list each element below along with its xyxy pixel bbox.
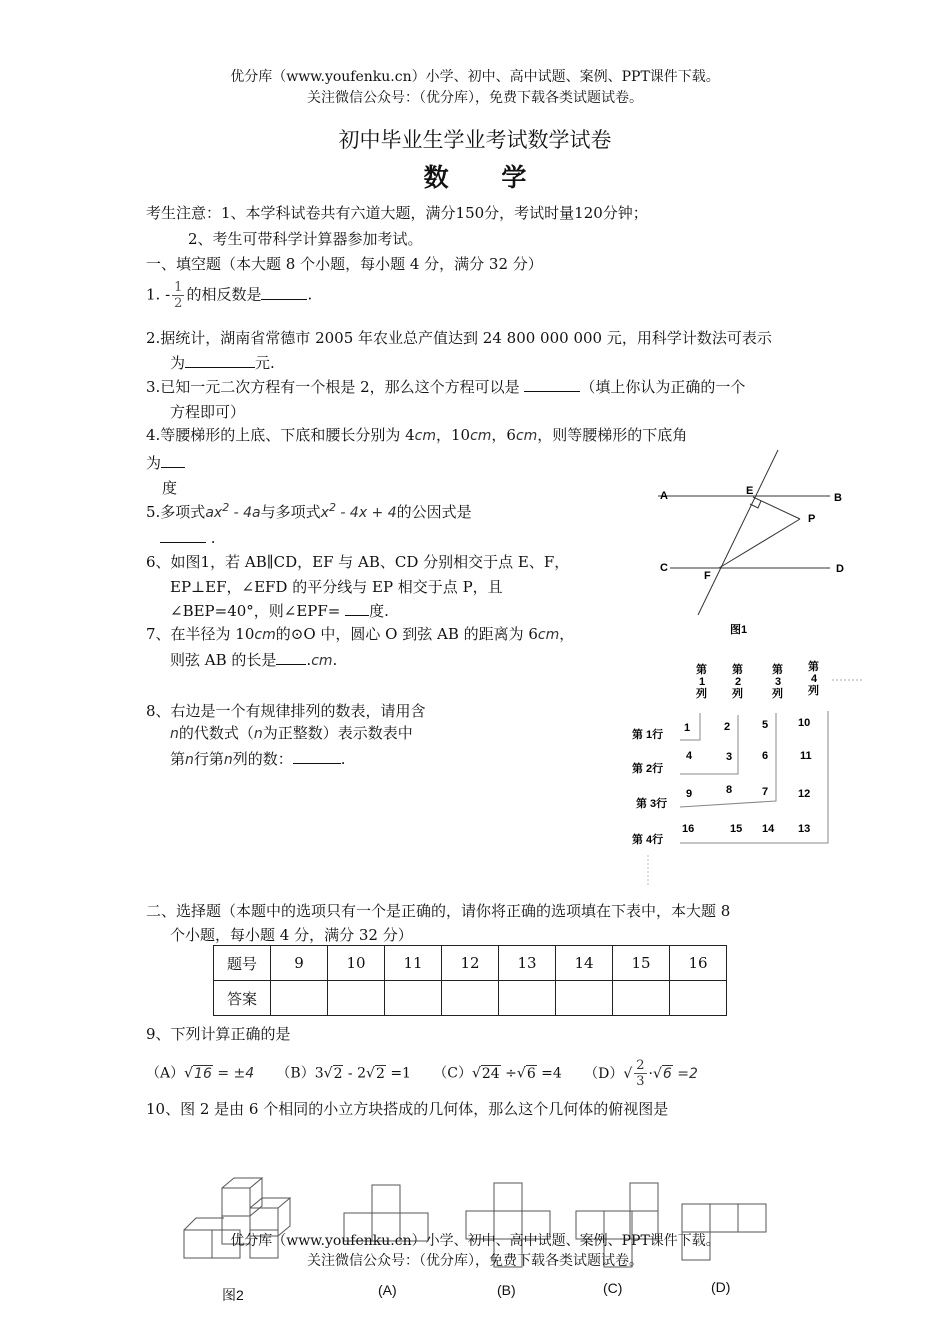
question-6-line-3: ∠BEP=40°，则∠EPF= 度. <box>170 602 389 620</box>
question-3-line-1: 3.已知一元二次方程有一个根是 2，那么这个方程可以是 （填上你认为正确的一个 <box>146 378 746 396</box>
table-header-cell: 12 <box>442 946 499 981</box>
answer-cell[interactable] <box>499 981 556 1016</box>
option-d[interactable]: （D）√ $\frac{2}{3}$ ·√6 =2 <box>584 1058 698 1089</box>
question-10-stem: 10、图 2 是由 6 个相同的小立方块搭成的几何体，那么这个几何体的俯视图是 <box>146 1100 669 1118</box>
subject-title: 数 学 <box>423 163 549 192</box>
cell-4-4: 13 <box>798 823 811 835</box>
q2-answer-blank[interactable] <box>185 352 255 368</box>
fraction-half: $\frac{1}{2}$ <box>174 280 183 311</box>
answer-cell[interactable] <box>385 981 442 1016</box>
cell-1-2: 2 <box>724 721 731 733</box>
answer-cell[interactable] <box>613 981 670 1016</box>
notice-line-2: 2、考生可带科学计算器参加考试。 <box>188 230 423 248</box>
question-7-line-1: 7、在半径为 10cm的⊙O 中，圆心 O 到弦 AB 的距离为 6cm， <box>146 625 575 643</box>
question-5-line-2: . <box>160 527 216 547</box>
question-4-line-1: 4.等腰梯形的上底、下底和腰长分别为 4cm，10cm，6cm，则等腰梯形的下底角 <box>146 426 688 444</box>
svg-text:第: 第 <box>696 664 707 676</box>
label-e: E <box>746 485 754 497</box>
svg-text:第: 第 <box>772 664 783 676</box>
question-8-line-3: 第n行第n列的数： . <box>170 750 346 768</box>
figure-1 <box>640 440 860 650</box>
row-header-3: 第 3行 <box>636 798 668 810</box>
q7-answer-blank[interactable] <box>276 649 306 665</box>
cell-3-3: 7 <box>762 786 769 798</box>
cell-3-4: 12 <box>798 788 811 800</box>
question-4-line-2: 为 <box>146 452 185 473</box>
segment-ep <box>753 497 800 519</box>
row-header-4: 第 4行 <box>632 834 664 846</box>
column-header-2 <box>732 662 743 700</box>
option-a-label[interactable]: (A) <box>378 1282 397 1298</box>
question-2-line-2: 为 元. <box>170 354 275 372</box>
figure-1-caption: 图1 <box>730 624 748 636</box>
cell-4-3: 14 <box>762 823 775 835</box>
question-6-line-1: 6、如图1，若 AB∥CD，EF 与 AB、CD 分别相交于点 E、F， <box>146 553 570 571</box>
table-header-cell: 13 <box>499 946 556 981</box>
question-3-line-2: 方程即可） <box>170 403 246 421</box>
answer-cell[interactable] <box>328 981 385 1016</box>
svg-text:列: 列 <box>732 688 743 700</box>
answer-cell[interactable] <box>442 981 499 1016</box>
svg-text:1: 1 <box>699 676 706 688</box>
label-c: C <box>660 562 668 574</box>
cell-3-2: 8 <box>726 784 733 796</box>
table-header-cell: 10 <box>328 946 385 981</box>
segment-fp <box>719 519 800 568</box>
svg-text:第: 第 <box>732 664 743 676</box>
table-header-cell: 14 <box>556 946 613 981</box>
answer-table <box>213 945 727 1016</box>
section2-line-2: 个小题，每小题 4 分，满分 32 分） <box>170 926 413 944</box>
option-a[interactable]: （A）√16 = ±4 <box>146 1065 255 1082</box>
label-b: B <box>834 492 842 504</box>
svg-text:2: 2 <box>735 676 742 688</box>
column-header-1 <box>696 662 707 700</box>
column-header-3 <box>772 662 783 700</box>
header-line-1: 优分库（www.youfenku.cn）小学、初中、高中试题、案例、PPT课件下载。 <box>230 69 720 85</box>
label-a: A <box>660 490 668 502</box>
column-header-4 <box>808 659 819 697</box>
line-ef <box>698 450 778 615</box>
notice-line-1: 考生注意：1、本学科试卷共有六道大题，满分150分，考试时量120分钟； <box>146 204 648 222</box>
label-p: P <box>808 513 816 525</box>
cell-1-1: 1 <box>684 722 691 734</box>
option-d-label[interactable]: (D) <box>711 1279 731 1295</box>
cell-2-4: 11 <box>800 750 812 762</box>
row-header-1: 第 1行 <box>632 729 664 741</box>
row-header-2: 第 2行 <box>632 763 664 775</box>
question-8-line-2: n的代数式（n为正整数）表示数表中 <box>170 724 413 742</box>
cell-4-2: 15 <box>730 823 743 835</box>
q4-answer-blank[interactable] <box>161 452 185 468</box>
question-1: 1. - $\frac{1}{2}$ 的相反数是 . <box>146 280 313 311</box>
label-f: F <box>704 570 711 582</box>
question-9-options <box>146 1058 698 1089</box>
cell-2-1: 4 <box>686 750 693 762</box>
table-header-cell: 11 <box>385 946 442 981</box>
answer-row-label: 答案 <box>214 981 271 1016</box>
header-line-2: 关注微信公众号：（优分库），免费下载各类试题试卷。 <box>307 90 643 106</box>
option-b-label[interactable]: (B) <box>497 1282 516 1298</box>
footer-line-2: 关注微信公众号：（优分库），免费下载各类试题试卷。 <box>307 1253 643 1269</box>
question-4-line-3: 度 <box>162 479 178 497</box>
option-c[interactable]: （C）√24 ÷√6 =4 <box>433 1065 562 1082</box>
svg-text:第: 第 <box>808 661 819 673</box>
question-6-line-2: EP⊥EF，∠EFD 的平分线与 EP 相交于点 P，且 <box>170 578 503 596</box>
question-7-line-2: 则弦 AB 的长是 .cm. <box>170 651 338 669</box>
svg-text:3: 3 <box>775 676 782 688</box>
section2-line-1: 二、选择题（本题中的选项只有一个是正确的，请你将正确的选项填在下表中，本大题 8 <box>146 902 731 920</box>
answer-table-answer-row <box>214 981 727 1016</box>
cell-2-2: 3 <box>726 751 733 763</box>
table-header-cell: 题号 <box>214 946 271 981</box>
right-angle-mark <box>750 501 761 508</box>
number-table-figure <box>628 655 868 887</box>
option-c-label[interactable]: (C) <box>603 1280 623 1296</box>
footer-line-1: 优分库（www.youfenku.cn）小学、初中、高中试题、案例、PPT课件下载。 <box>230 1233 720 1249</box>
question-2-line-1: 2.据统计，湖南省常德市 2005 年农业总产值达到 24 800 000 000 元，用科学计数法可表示 <box>146 329 772 347</box>
question-9-stem: 9、下列计算正确的是 <box>146 1025 291 1043</box>
question-5-line-1: 5.多项式$ax^2 - 4a$与多项式$x^2 - 4x + 4$的公因式是 <box>146 501 472 521</box>
cell-3-1: 9 <box>686 788 693 800</box>
q6-answer-blank[interactable] <box>345 600 369 616</box>
q3-answer-blank[interactable] <box>524 376 580 392</box>
page-title: 初中毕业生学业考试数学试卷 <box>338 128 612 152</box>
svg-text:列: 列 <box>772 688 783 700</box>
svg-text:列: 列 <box>696 688 707 700</box>
answer-cell[interactable] <box>670 981 727 1016</box>
cell-1-4: 10 <box>798 717 811 729</box>
table-header-cell: 9 <box>271 946 328 981</box>
table-header-cell: 15 <box>613 946 670 981</box>
figure-2-caption: 图2 <box>222 1287 244 1303</box>
cell-1-3: 5 <box>762 719 769 731</box>
q5-answer-blank[interactable] <box>160 527 206 543</box>
svg-text:4: 4 <box>811 673 818 685</box>
q1-answer-blank[interactable] <box>261 284 307 300</box>
question-8-line-1: 8、右边是一个有规律排列的数表，请用含 <box>146 702 426 720</box>
label-d: D <box>836 563 844 575</box>
q8-answer-blank[interactable] <box>293 748 341 764</box>
section1-heading: 一、填空题（本大题 8 个小题，每小题 4 分，满分 32 分） <box>146 255 543 273</box>
answer-cell[interactable] <box>556 981 613 1016</box>
svg-text:列: 列 <box>808 685 819 697</box>
cell-4-1: 16 <box>682 823 695 835</box>
answer-table-header-row <box>214 946 727 981</box>
table-header-cell: 16 <box>670 946 727 981</box>
option-b[interactable]: （B）3√2 - 2√2 =1 <box>276 1065 411 1082</box>
cell-2-3: 6 <box>762 750 769 762</box>
answer-cell[interactable] <box>271 981 328 1016</box>
